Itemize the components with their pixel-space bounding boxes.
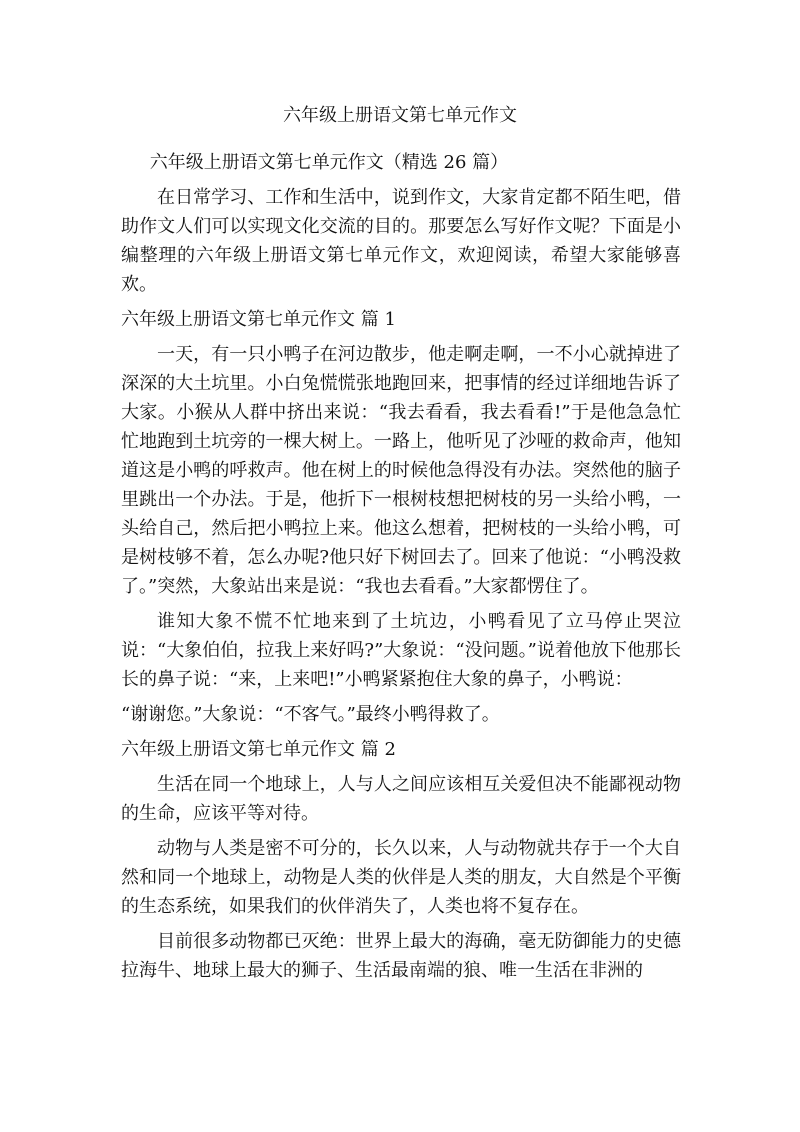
section-heading-1: 六年级上册语文第七单元作文 篇 1	[121, 309, 396, 330]
intro-paragraph: 在日常学习、工作和生活中，说到作文，大家肯定都不陌生吧，借助作文人们可以实现文化交流的目的。那要怎么写好作文呢？下面是小编整理的六年级上册语文第七单元作文，欢迎阅读，希望大家能够喜欢。	[121, 187, 681, 295]
section-2-paragraph-3: 目前很多动物都已灭绝：世界上最大的海确，毫无防御能力的史德拉海牛、地球上最大的狮子、生活最南端的狼、唯一生活在非洲的	[121, 931, 681, 981]
section-2-paragraph-1: 生活在同一个地球上，人与人之间应该相互关爱但决不能鄙视动物的生命，应该平等对待。	[121, 774, 681, 824]
section-1-paragraph-2: 谁知大象不慌不忙地来到了土坑边，小鸭看见了立马停止哭泣说：“大象伯伯，拉我上来好吗?”大象说：“没问题。”说着他放下他那长长的鼻子说：“来，上来吧!”小鸭紧紧抱住大象的鼻子，小鸭说：	[121, 611, 681, 690]
document-subtitle: 六年级上册语文第七单元作文（精选 26 篇）	[149, 152, 509, 173]
document-title: 六年级上册语文第七单元作文	[283, 105, 517, 126]
section-1-closing: “谢谢您。”大象说：“不客气。”最终小鸭得救了。	[121, 704, 500, 725]
section-1-paragraph-1: 一天，有一只小鸭子在河边散步，他走啊走啊，一不小心就掉进了深深的大土坑里。小白兔慌慌张地跑回来，把事情的经过详细地告诉了大家。小猴从人群中挤出来说：“我去看看，我去看看!”于是他急急忙忙地跑到土坑旁的一棵大树上。一路上，他听见了沙哑的救命声，他知道这是小鸭的呼救声。他在树上的时候他急得没有办法。突然他的脑子里跳出一个办法。于是，他折下一根树枝想把树枝的另一头给小鸭，一头给自己，然后把小鸭拉上来。他这么想着，把树枝的一头给小鸭，可是树枝够不着，怎么办呢?他只好下树回去了。回来了他说：“小鸭没救了。”突然，大象站出来是说：“我也去看看。”大家都愣住了。	[121, 344, 681, 597]
document-body	[121, 148, 681, 991]
section-heading-2: 六年级上册语文第七单元作文 篇 2	[121, 739, 396, 760]
section-2-paragraph-2: 动物与人类是密不可分的，长久以来，人与动物就共存于一个大自然和同一个地球上，动物是人类的伙伴是人类的朋友，大自然是个平衡的生态系统，如果我们的伙伴消失了，人类也将不复存在。	[121, 838, 681, 917]
